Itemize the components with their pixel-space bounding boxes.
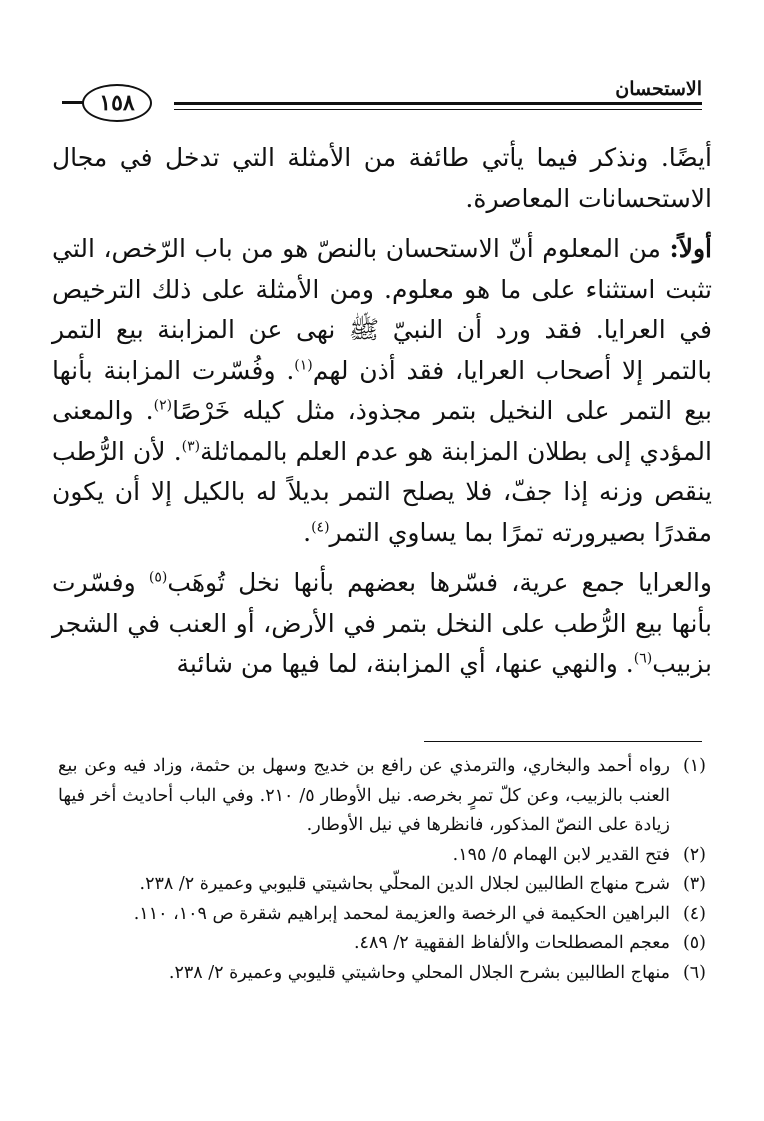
footnote-number: (٦) (682, 962, 706, 983)
footnote-ref-6[interactable]: (٦) (633, 650, 653, 667)
paragraph-1 (52, 138, 712, 219)
footnote-item (58, 900, 706, 930)
footnote-ref-3[interactable]: (٣) (181, 438, 201, 455)
paragraph-2-text-d: . لأن الرُّطب ينقص وزنه إذا جفّ، فلا يصلح التمر بديلاً له بالكيل إلا أن يكون مقدرًا بصيرورته تمرًا بما يساوي التمر (52, 436, 712, 547)
footnote-text: فتح القدير لابن الهمام ٥/ ١٩٥. (452, 844, 670, 865)
paragraph-2-text-e: . (303, 517, 312, 547)
paragraph-3 (52, 563, 712, 685)
footnote-text: البراهين الحكيمة في الرخصة والعزيمة لمحمد إبراهيم شقرة ص ١٠٩، ١١٠. (133, 903, 670, 924)
footnote-item (58, 929, 706, 959)
paragraph-3-text-a: والعرايا جمع عرية، فسّرها بعضهم بأنها نخل تُوهَب (167, 568, 712, 597)
header-rule (174, 102, 702, 110)
footnotes (58, 752, 706, 988)
footnote-text: شرح منهاج الطالبين لجلال الدين المحلّي بحاشيتي قليوبي وعميرة ٢/ ٢٣٨. (139, 874, 670, 894)
footnote-text: معجم المصطلحات والألفاظ الفقهية ٢/ ٤٨٩. (353, 933, 670, 953)
footnote-ref-5[interactable]: (٥) (148, 569, 168, 586)
paragraph-2-text-a: من المعلوم أنّ الاستحسان بالنصّ هو من باب الرّخص، التي تثبت استثناء على ما هو معلوم. ومن الأمثلة على ذلك الترخيص في العرايا. فقد ورد أن النبيّ ﷺ نهى عن المزابنة بيع التمر بالتمر إلا أصحاب العرايا، فقد أذن لهم (52, 234, 713, 385)
paragraph-3-text-c: . والنهي عنها، أي المزابنة، لما فيها من شائبة (176, 649, 634, 678)
footnote-item (58, 870, 706, 900)
footnote-ref-4[interactable]: (٤) (311, 519, 330, 536)
page-header (62, 78, 702, 128)
main-text (52, 138, 712, 695)
page-number-left-line (62, 101, 84, 104)
paragraph-2-lead: أولاً: (669, 234, 712, 263)
footnote-number: (١) (682, 756, 706, 776)
paragraph-2-text-c: . والمعنى المؤدي إلى بطلان المزابنة هو عدم العلم بالمماثلة (52, 396, 712, 466)
paragraph-2-text-b: . وفُسّرت المزابنة بأنها بيع التمر على النخيل بتمر مجذوذ، مثل كيله خَرْصًا (52, 355, 712, 425)
paragraph-1-text: أيضًا. ونذكر فيما يأتي طائفة من الأمثلة التي تدخل في مجال الاستحسانات المعاصرة. (52, 143, 712, 213)
footnote-ref-1[interactable]: (١) (294, 357, 313, 374)
footnote-text: رواه أحمد والبخاري، والترمذي عن رافع بن خديج وسهل بن حثمة، وزاد فيه وعن بيع العنب بالزبيب، وعن كلّ تمرٍ بخرصه. نيل الأوطار ٥/ ٢١٠. وفي الباب أحاديث أخر فيها زيادة على النصّ المذكور، فانظرها في نيل الأوطار. (58, 756, 670, 835)
footnote-number: (٤) (682, 903, 706, 924)
footnote-number: (٣) (682, 874, 706, 894)
running-title: الاستحسان (615, 78, 702, 100)
paragraph-2 (52, 229, 712, 553)
footnote-number: (٢) (682, 844, 706, 865)
footnote-separator (424, 741, 702, 742)
footnote-item (58, 752, 706, 841)
footnote-number: (٥) (682, 933, 706, 953)
page-number-badge (62, 84, 172, 122)
footnote-text: منهاج الطالبين بشرح الجلال المحلي وحاشيتي قليوبي وعميرة ٢/ ٢٣٨. (168, 962, 670, 983)
paragraph-3-text-b: وفسّرت بأنها بيع الرُّطب على النخل بتمر في الأرض، أو العنب في الشجر بزبيب (52, 568, 712, 678)
page-number: ١٥٨ (82, 84, 152, 122)
footnote-item (58, 959, 706, 989)
footnote-ref-2[interactable]: (٢) (153, 397, 173, 414)
footnote-item (58, 841, 706, 871)
